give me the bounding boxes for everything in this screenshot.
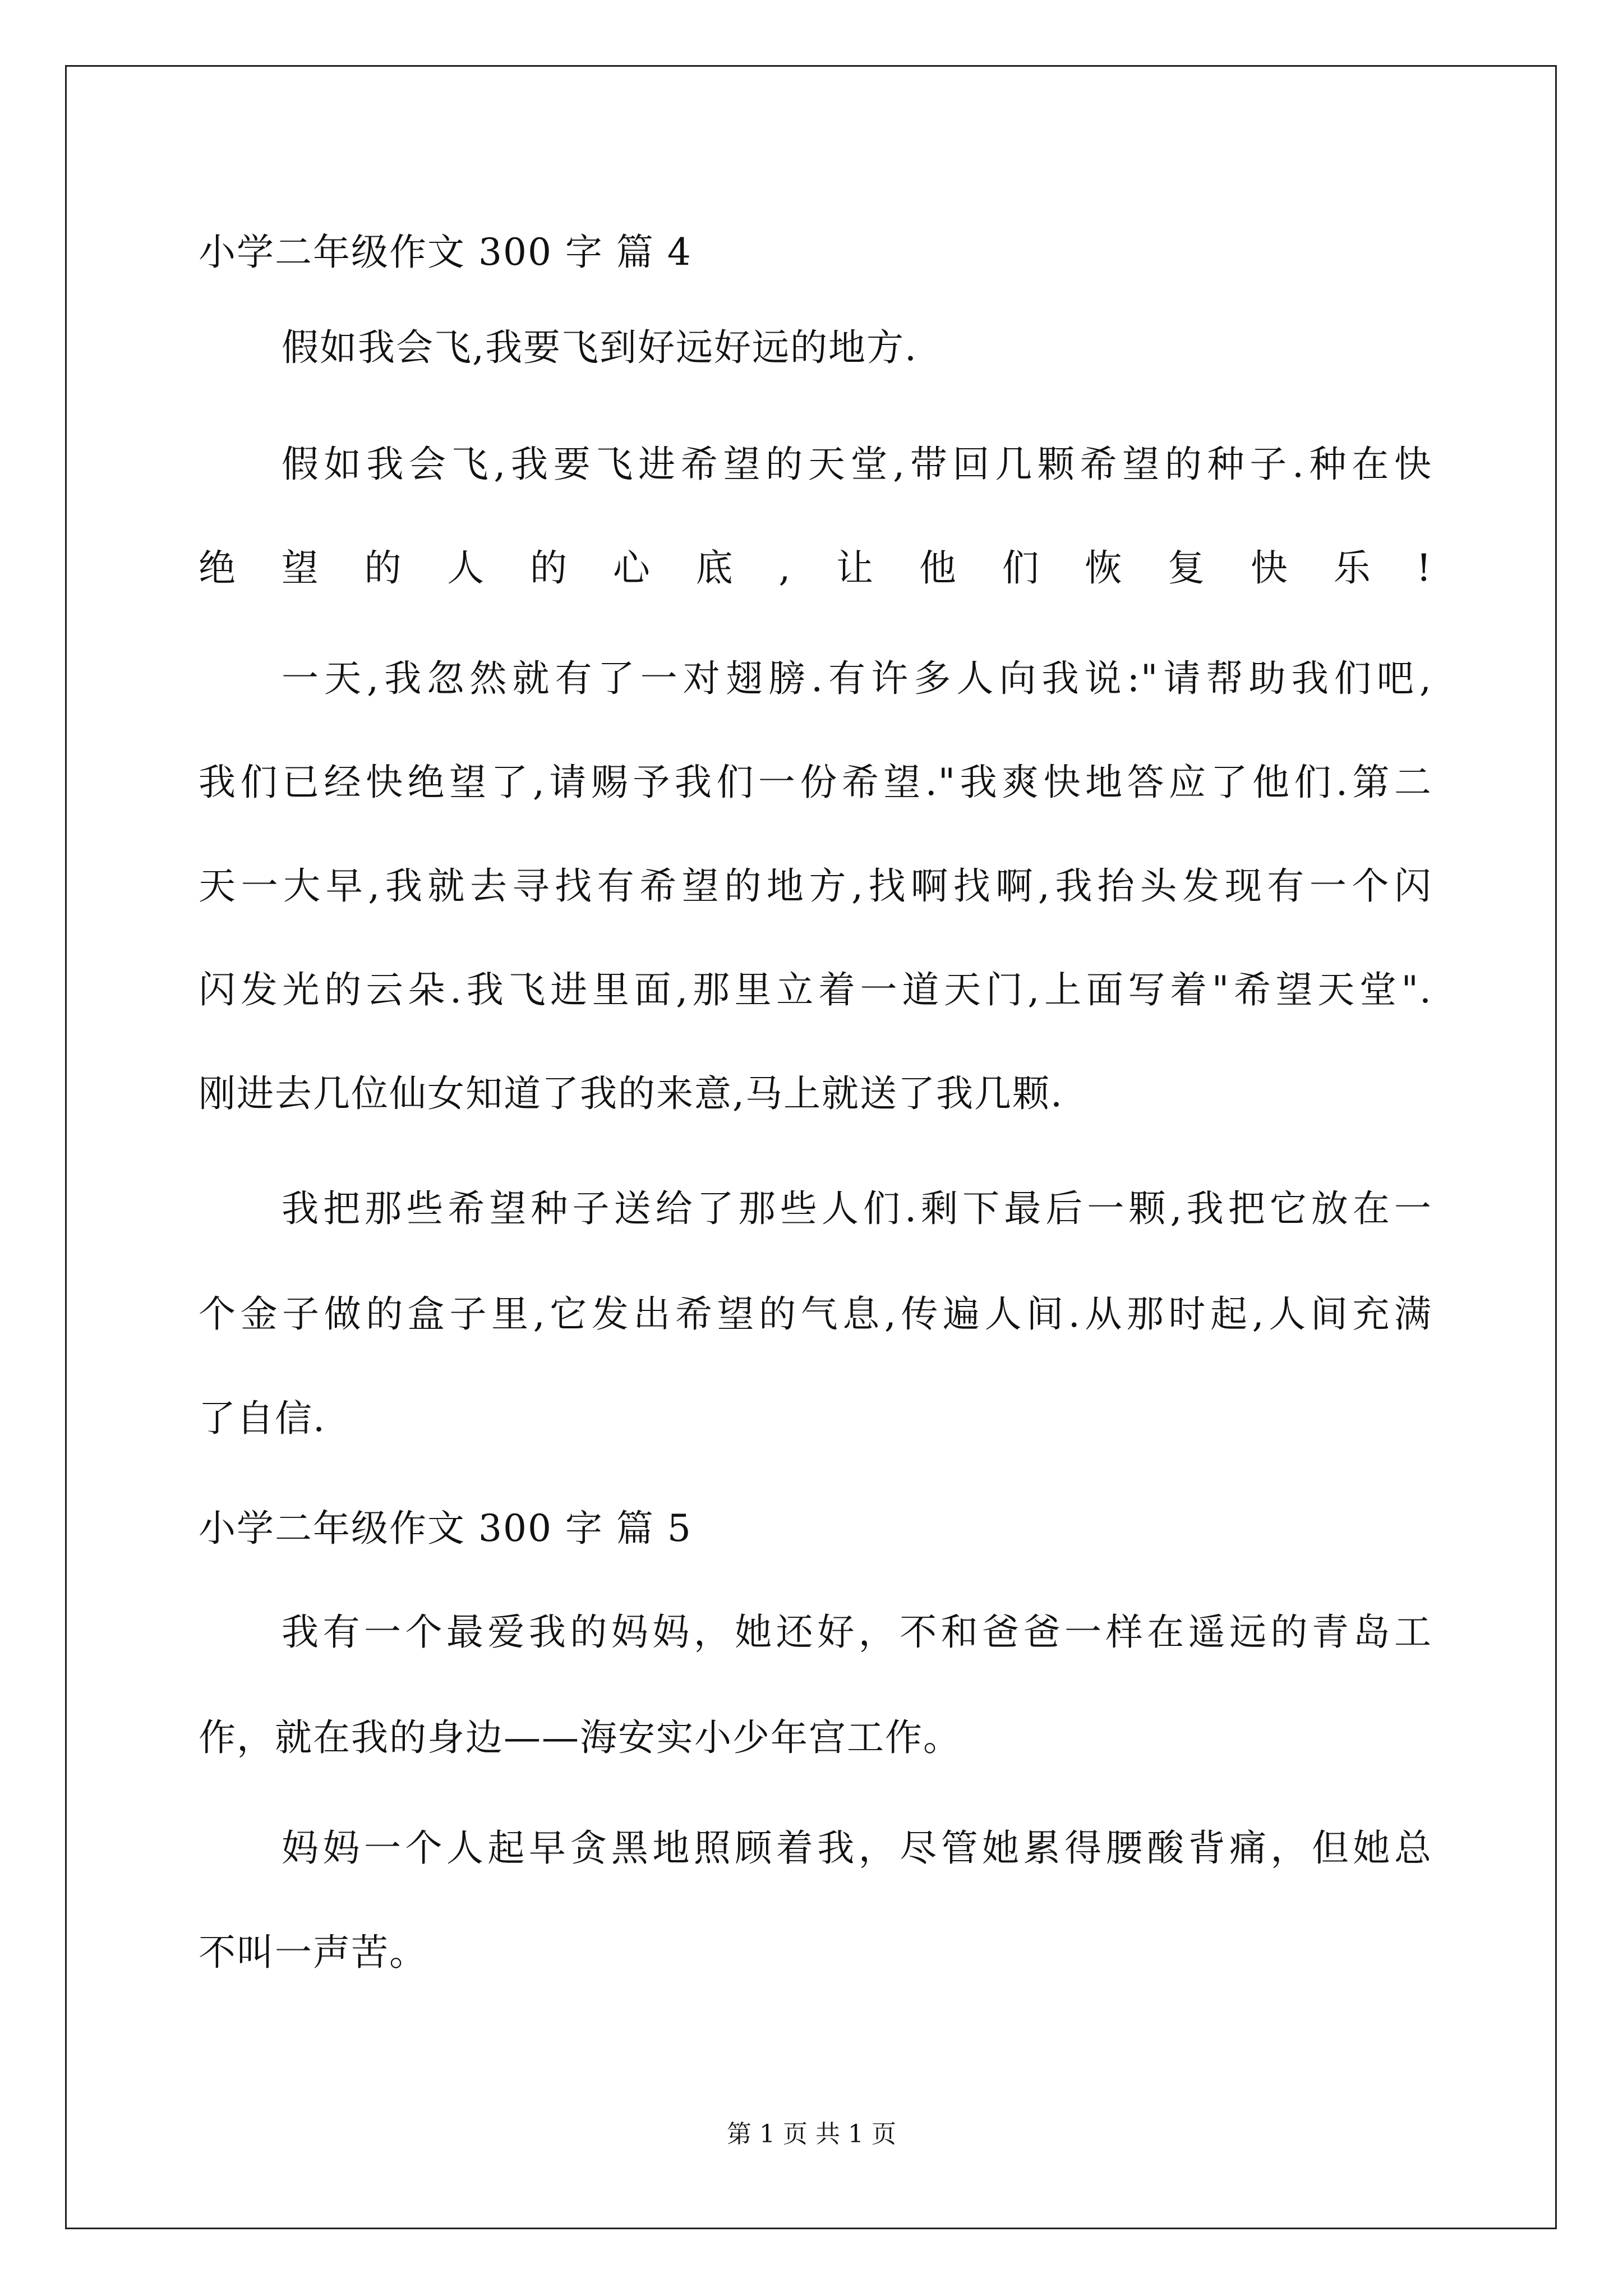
page-border bbox=[65, 65, 1557, 2229]
paragraph-line: 了自信. bbox=[199, 1397, 326, 1440]
paragraph-line: 我有一个最爱我的妈妈，她还好，不和爸爸一样在遥远的青岛工 bbox=[282, 1611, 1432, 1654]
paragraph-line: 妈妈一个人起早贪黑地照顾着我，尽管她累得腰酸背痛，但她总 bbox=[282, 1826, 1432, 1870]
paragraph-line: 不叫一声苦。 bbox=[199, 1931, 427, 1974]
paragraph-line: 刚进去几位仙女知道了我的来意,马上就送了我几颗. bbox=[199, 1072, 1063, 1115]
page-footer: 第 1 页 共 1 页 bbox=[727, 2120, 896, 2148]
section-heading: 小学二年级作文 300 字 篇 5 bbox=[199, 1507, 692, 1550]
paragraph-line: 假如我会飞,我要飞到好远好远的地方. bbox=[282, 326, 917, 369]
paragraph-line: 我把那些希望种子送给了那些人们.剩下最后一颗,我把它放在一 bbox=[282, 1187, 1432, 1230]
paragraph-line: 闪发光的云朵.我飞进里面,那里立着一道天门,上面写着"希望天堂". bbox=[199, 968, 1432, 1011]
paragraph-line: 一天,我忽然就有了一对翅膀.有许多人向我说:"请帮助我们吧, bbox=[282, 657, 1432, 700]
paragraph-line: 作，就在我的身边——海安实小少年宫工作。 bbox=[199, 1716, 961, 1759]
section-heading: 小学二年级作文 300 字 篇 4 bbox=[199, 231, 692, 274]
paragraph-line: 假如我会飞,我要飞进希望的天堂,带回几颗希望的种子.种在快 bbox=[282, 443, 1432, 486]
paragraph-line: 天一大早,我就去寻找有希望的地方,找啊找啊,我抬头发现有一个闪 bbox=[199, 864, 1432, 908]
paragraph-line: 个金子做的盒子里,它发出希望的气息,传遍人间.从那时起,人间充满 bbox=[199, 1292, 1432, 1336]
paragraph-line: 绝望的人的心底,让他们恢复快乐! bbox=[199, 546, 1432, 590]
paragraph-line: 我们已经快绝望了,请赐予我们一份希望."我爽快地答应了他们.第二 bbox=[199, 761, 1432, 804]
